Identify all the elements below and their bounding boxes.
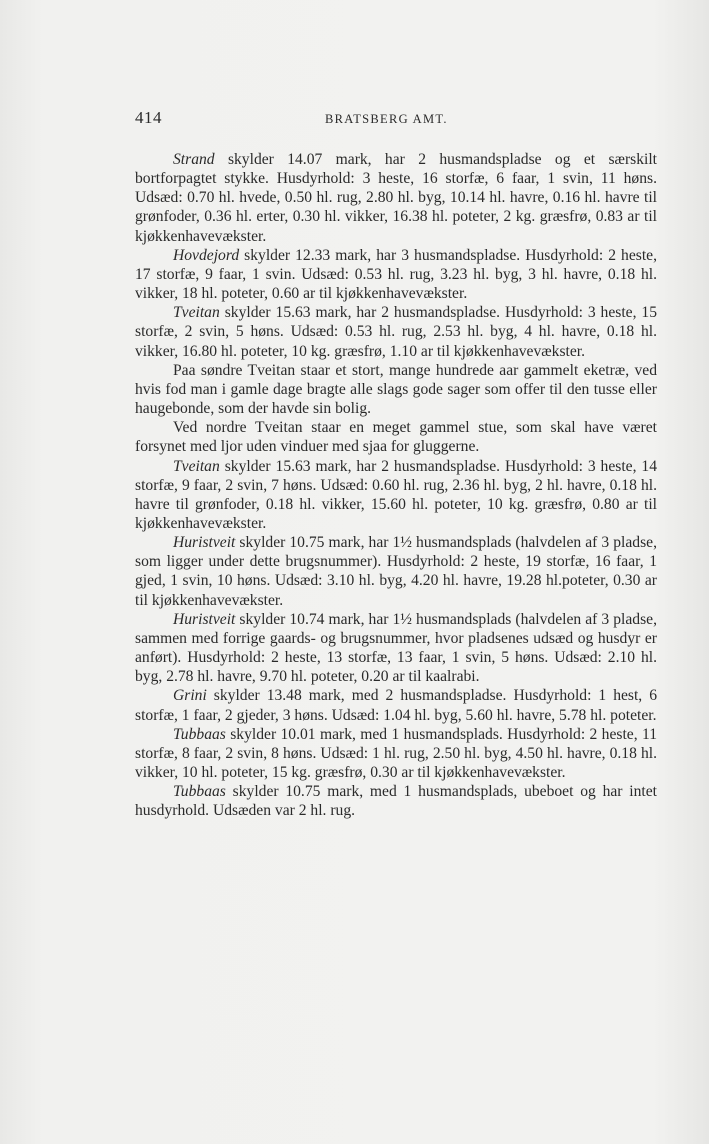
paragraph-text: skylder 13.48 mark, med 2 husmandspladse. Husdyrhold: 1 hest, 6 storfæ, 1 faar, 2 gjeder, 3 høns. Udsæd: 1.04 hl. byg, 5.60 hl. havre, 5.78 hl. poteter. (135, 687, 657, 724)
paragraph-text: skylder 10.01 mark, med 1 husmandsplads. Husdyrhold: 2 heste, 11 storfæ, 8 faar, 2 svin, 8 høns. Udsæd: 1 hl. rug, 2.50 hl. byg, 4.50 hl. havre, 0.18 hl. vikker, 10 hl. poteter, 15 kg. græsfrø, 0.30 ar til kjøkkenhavevækster. (135, 725, 657, 781)
paragraph (135, 533, 657, 610)
paragraph (135, 418, 657, 456)
place-name: Tubbaas (173, 783, 226, 801)
paragraph (135, 246, 657, 303)
place-name: Strand (173, 151, 215, 168)
page-number: 414 (135, 108, 162, 127)
paragraph-text: Paa søndre Tveitan staar et stort, mange hundrede aar gammelt eketræ, ved hvis fod man i gamle dage bragte alle slags gode sager som offer til den tusse eller haugebonde, som der havde sin bolig. (135, 361, 657, 418)
place-name: Huristveit (173, 534, 236, 552)
place-name: Tveitan (173, 457, 220, 475)
paragraph (135, 150, 657, 246)
place-name: Tubbaas (173, 725, 226, 743)
place-name: Huristveit (173, 610, 236, 628)
running-title: BRATSBERG AMT. (325, 112, 448, 126)
paragraph (135, 303, 657, 360)
place-name: Hovdejord (173, 246, 240, 264)
paragraph (135, 610, 657, 687)
paragraph (135, 782, 657, 820)
paragraph (135, 361, 657, 418)
paragraph-text: Ved nordre Tveitan staar en meget gammel stue, som skal have været forsynet med ljor uden vinduer med sjaa for gluggerne. (135, 419, 657, 456)
place-name: Tveitan (173, 304, 220, 322)
paragraph-text: skylder 10.75 mark, med 1 husmandsplads, ubeboet og har intet husdyrhold. Udsæden var 2 hl. rug. (135, 783, 657, 820)
body-text (135, 150, 657, 820)
paragraph-text: skylder 14.07 mark, har 2 husmandspladse og et særskilt bortforpagtet stykke. Husdyrhold: 3 heste, 16 storfæ, 6 faar, 1 svin, 11 høns. Udsæd: 0.70 hl. hvede, 0.50 hl. rug, 2.80 hl. byg, 10.14 hl. havre, 0.16 hl. havre til grønfoder, 0.36 hl. erter, 0.30 hl. vikker, 16.38 hl. poteter, 2 kg. græsfrø, 0.83 ar til kjøkkenhavevækster. (135, 151, 657, 245)
paragraph-text: skylder 10.74 mark, har 1½ husmandsplads (halvdelen af 3 pladse, sammen med forrige gaards- og brugsnummer, hvor pladsenes udsæd og husdyr er anført). Husdyrhold: 2 heste, 13 storfæ, 13 faar, 1 svin, 5 høns. Udsæd: 2.10 hl. byg, 2.78 hl. havre, 9.70 hl. poteter, 0.20 ar til kaalrabi. (135, 610, 657, 686)
paragraph-text: skylder 10.75 mark, har 1½ husmandsplads (halvdelen af 3 pladse, som ligger under dette brugsnummer). Husdyrhold: 2 heste, 19 storfæ, 16 faar, 1 gjed, 1 svin, 10 høns. Udsæd: 3.10 hl. byg, 4.20 hl. havre, 19.28 hl.poteter, 0.30 ar til kjøkkenhavevækster. (135, 534, 657, 609)
page-header (135, 108, 657, 130)
paragraph-text: skylder 15.63 mark, har 2 husmandspladse. Husdyrhold: 3 heste, 14 storfæ, 9 faar, 2 svin, 7 høns. Udsæd: 0.60 hl. rug, 2.36 hl. byg, 2 hl. havre, 0.18 hl. havre til grønfoder, 0.18 hl. vikker, 15.60 hl. poteter, 10 kg. græsfrø, 0.80 ar til kjøkkenhavevækster. (135, 457, 657, 532)
paragraph-text: skylder 12.33 mark, har 3 husmandspladse. Husdyrhold: 2 heste, 17 storfæ, 9 faar, 1 svin. Udsæd: 0.53 hl. rug, 3.23 hl. byg, 3 hl. havre, 0.18 hl. vikker, 18 hl. poteter, 0.60 ar til kjøkkenhavevækster. (135, 246, 657, 303)
paragraph (135, 725, 657, 782)
paragraph-text: skylder 15.63 mark, har 2 husmandspladse. Husdyrhold: 3 heste, 15 storfæ, 2 svin, 5 høns. Udsæd: 0.53 hl. rug, 2.53 hl. byg, 4 hl. havre, 0.18 hl. vikker, 16.80 hl. poteter, 10 kg. græsfrø, 1.10 ar til kjøkkenhavevækster. (135, 304, 657, 360)
paragraph (135, 686, 657, 724)
place-name: Grini (173, 687, 207, 705)
paragraph (135, 457, 657, 534)
